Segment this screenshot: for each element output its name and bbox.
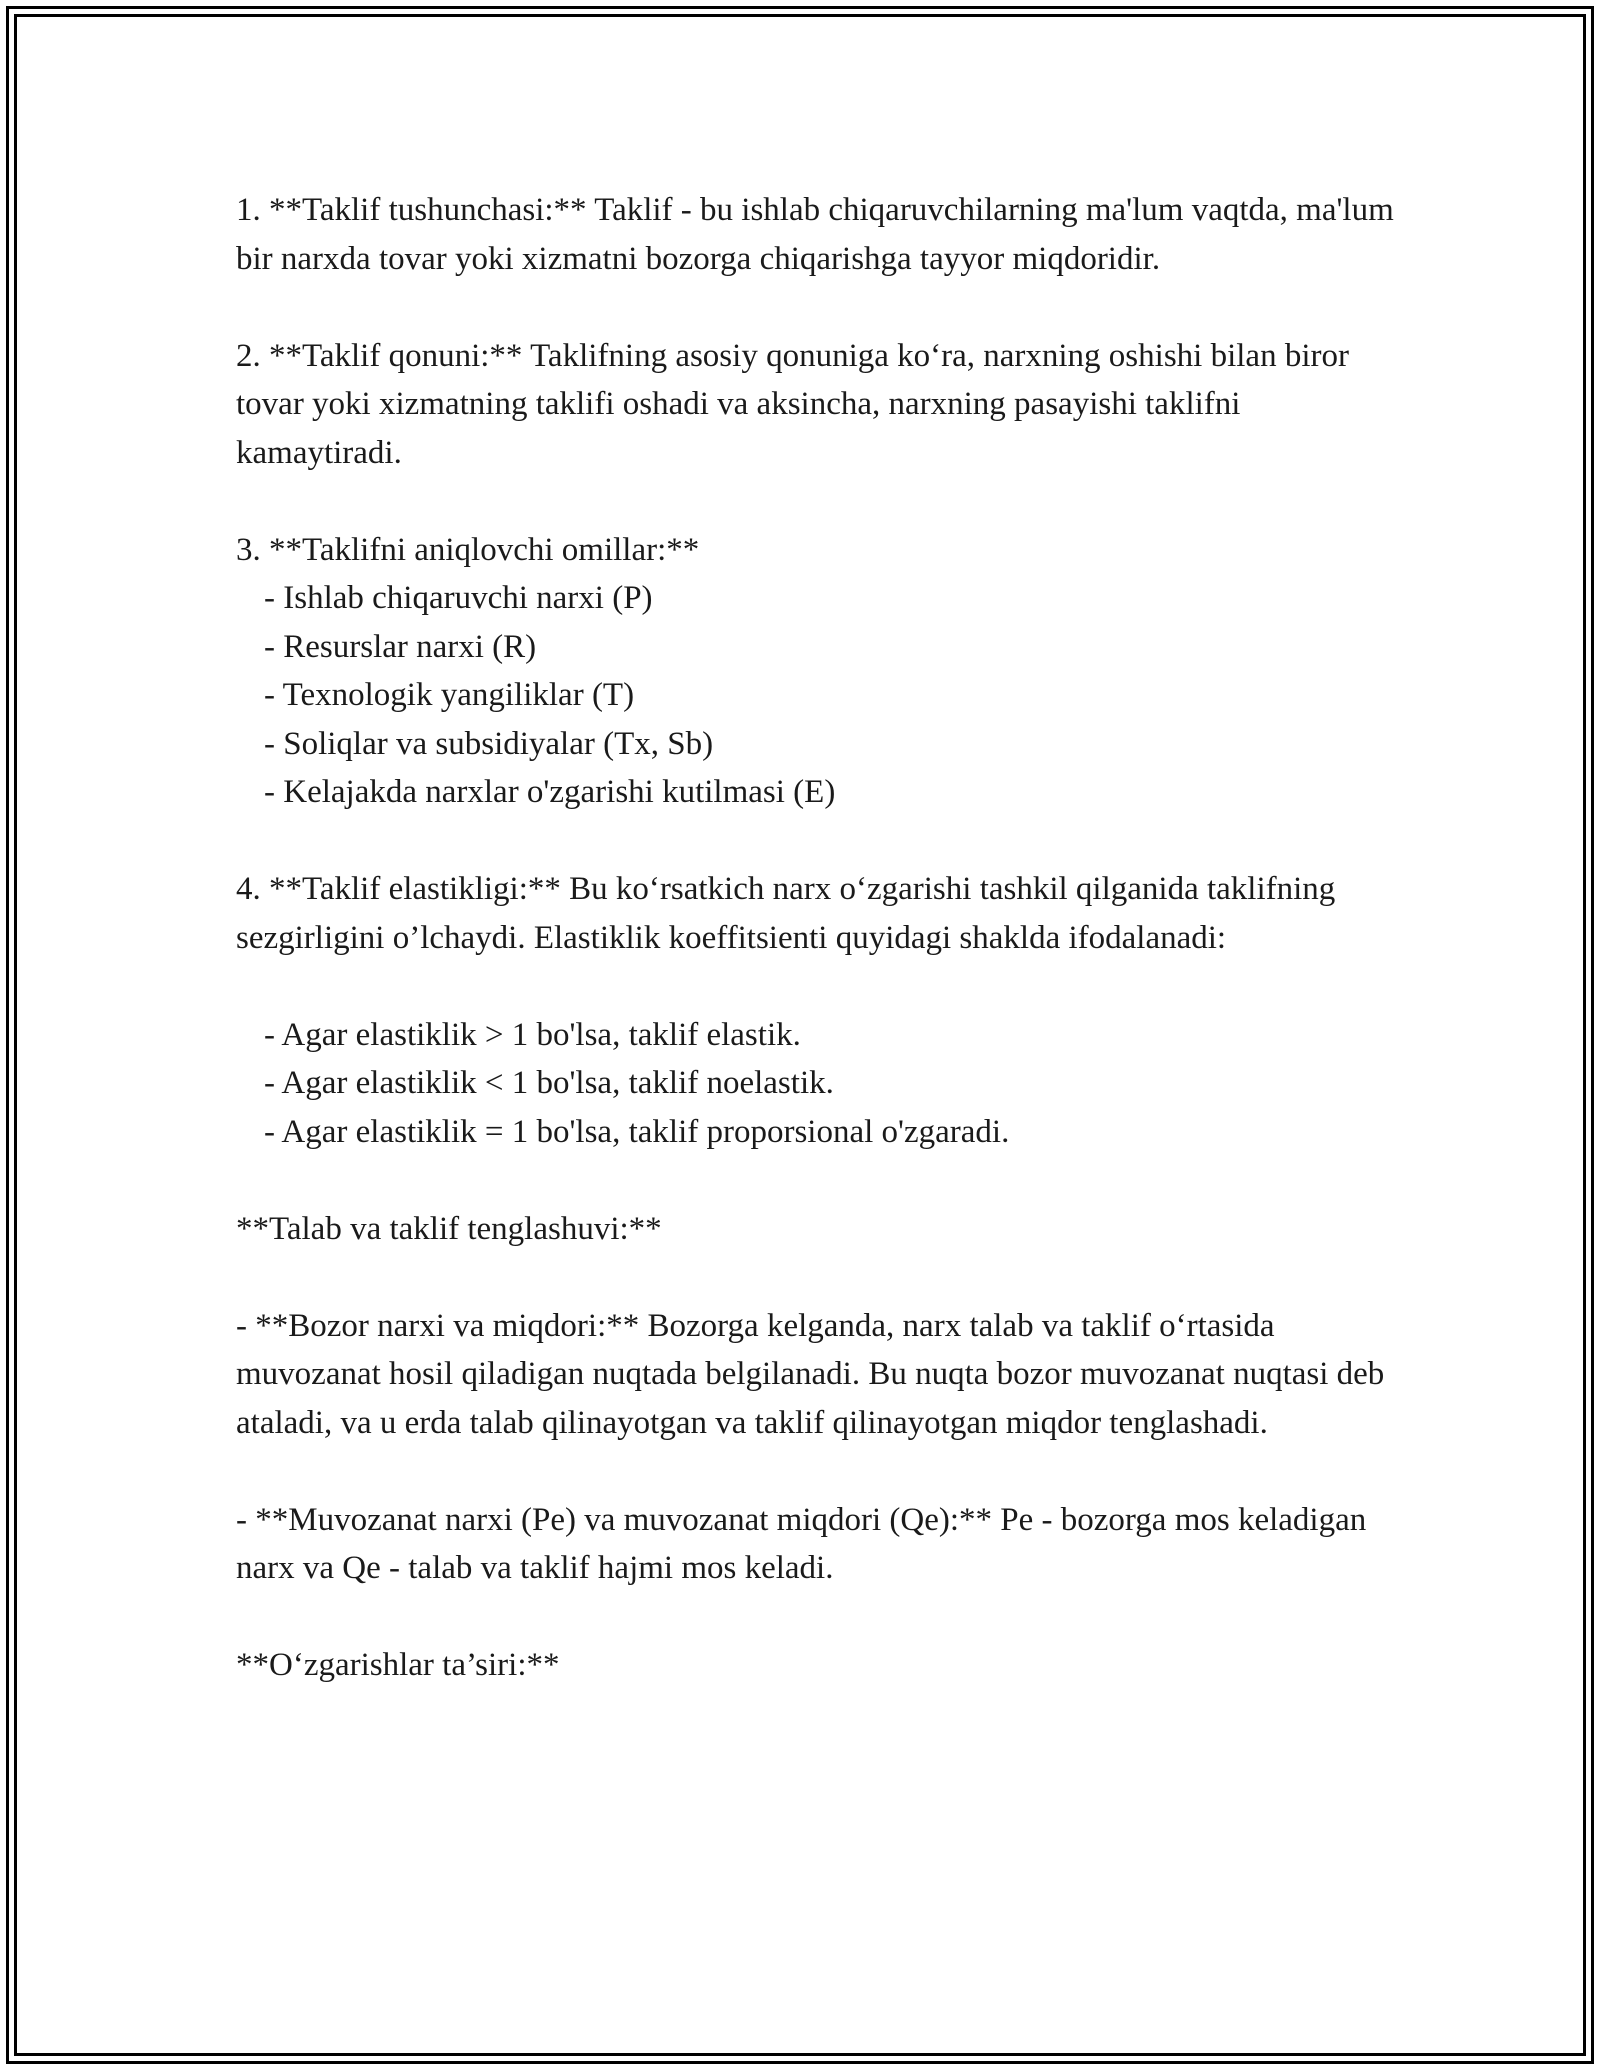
market-price-paragraph: - **Bozor narxi va miqdori:** Bozorga kelganda, narx talab va taklif o‘rtasida muvozanat hosil qiladigan nuqtada belgilanadi. Bu nuqta bozor muvozanat nuqtasi deb ataladi, va u erda talab qilinayotgan va taklif qilinayotgan miqdor tenglashadi.	[236, 1307, 1385, 1441]
paragraph-gap	[236, 1447, 1396, 1496]
changes-heading: **O‘zgarishlar ta’siri:**	[236, 1647, 560, 1683]
paragraph-gap	[236, 962, 1396, 1011]
paragraph-gap	[236, 477, 1396, 526]
equilibrium-heading: **Talab va taklif tenglashuvi:**	[236, 1210, 662, 1247]
paragraph-gap	[236, 1156, 1396, 1205]
elasticity-list-item: - Agar elastiklik < 1 bo'lsa, taklif noelastik.	[264, 1065, 834, 1101]
paragraph-gap	[236, 1253, 1396, 1302]
factor-list-item: - Texnologik yangiliklar (T)	[264, 677, 635, 713]
factors-heading: 3. **Taklifni aniqlovchi omillar:**	[236, 531, 700, 568]
definition-paragraph: 1. **Taklif tushunchasi:** Taklif - bu ishlab chiqaruvchilarning ma'lum vaqtda, ma'lum bir narxda tovar yoki xizmatni bozorga chiqarishga tayyor miqdoridir.	[236, 192, 1394, 277]
paragraph-gap	[236, 1593, 1396, 1642]
elasticity-paragraph: 4. **Taklif elastikligi:** Bu ko‘rsatkich narx o‘zgarishi tashkil qilganida taklifning sezgirligini o’lchaydi. Elastiklik koeffitsienti quyidagi shaklda ifodalanadi:	[236, 871, 1336, 956]
supply-law-paragraph: 2. **Taklif qonuni:** Taklifning asosiy qonuniga ko‘ra, narxning oshishi bilan biror tovar yoki xizmatning taklifi oshadi va aksincha, narxning pasayishi taklifni kamaytiradi.	[236, 337, 1349, 471]
document-body	[236, 186, 1396, 1690]
factor-list-item: - Ishlab chiqaruvchi narxi (P)	[264, 580, 653, 616]
equilibrium-price-paragraph: - **Muvozanat narxi (Pe) va muvozanat miqdori (Qe):** Pe - bozorga mos keladigan narx va Qe - talab va taklif hajmi mos keladi.	[236, 1501, 1367, 1586]
factor-list-item: - Resurslar narxi (R)	[264, 628, 537, 665]
paragraph-gap	[236, 283, 1396, 332]
elasticity-list-item: - Agar elastiklik > 1 bo'lsa, taklif elastik.	[264, 1016, 801, 1053]
factor-list-item: - Kelajakda narxlar o'zgarishi kutilmasi (E)	[264, 774, 836, 810]
factor-list-item: - Soliqlar va subsidiyalar (Tx, Sb)	[264, 725, 714, 762]
paragraph-gap	[236, 817, 1396, 866]
elasticity-list-item: - Agar elastiklik = 1 bo'lsa, taklif proporsional o'zgaradi.	[264, 1113, 1010, 1150]
